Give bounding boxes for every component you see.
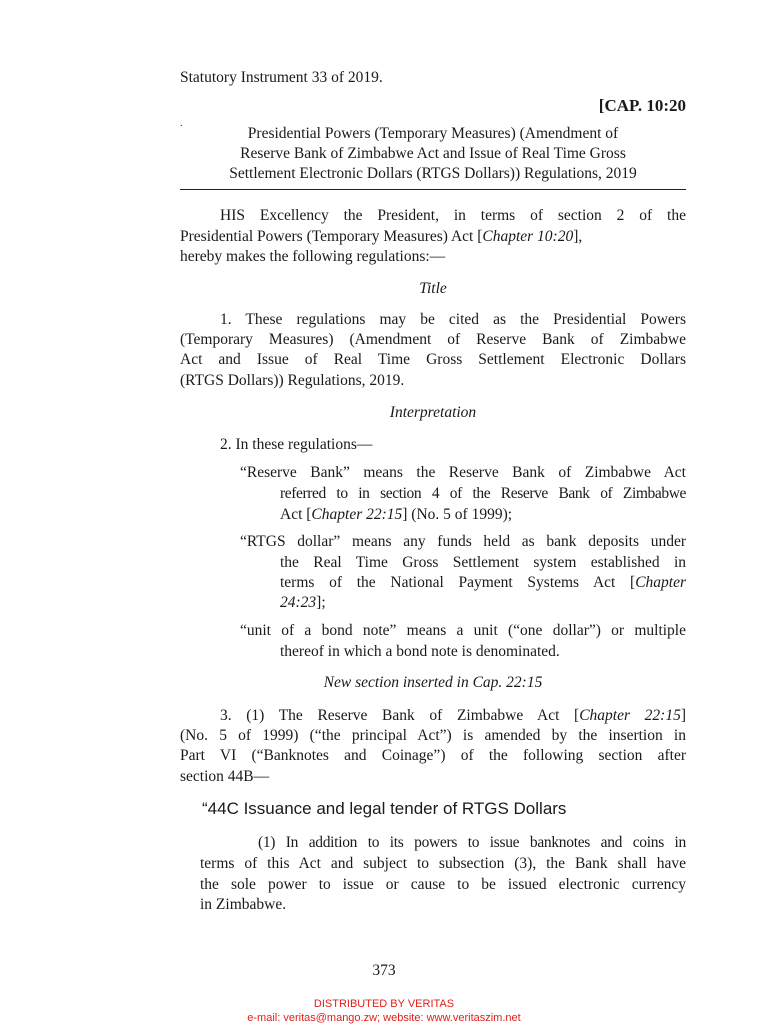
def1-text: Act [ [280,506,312,523]
title-line-1: Presidential Powers (Temporary Measures) (Amendment of [247,125,619,142]
section3-line-2: (No. 5 of 1999) (“the principal Act”) is amended by the insertion in [180,727,686,744]
title-rule [180,189,686,190]
footer-distributed: DISTRIBUTED BY VERITAS [313,998,455,1010]
def2-line-2: the Real Time Gross Settlement system established in [280,554,686,571]
preamble-chapter: Chapter 10:20 [482,228,574,245]
def1-close: ] (No. 5 of 1999); [402,506,513,523]
footer-contact: e-mail: veritas@mango.zw; website: www.veritaszim.net [247,1012,521,1024]
instrument-number: Statutory Instrument 33 of 2019. [180,69,383,86]
section44c-line-4: in Zimbabwe. [200,896,287,913]
def2-chapter-number: 24:23 [280,594,317,611]
section1-line-4: (RTGS Dollars)) Regulations, 2019. [180,372,405,389]
chapter-reference: [CAP. 10:20 [598,96,686,115]
heading-new-section: New section inserted in Cap. 22:15 [323,674,543,691]
def1-chapter: Chapter 22:15 [311,506,403,523]
def2-chapter: Chapter [635,574,686,591]
page-number: 373 [372,962,396,979]
heading-title: Title [419,280,447,297]
def2-line-3 [280,573,686,593]
section44c-line-2: terms of this Act and subject to subsection (3), the Bank shall have [200,855,686,872]
heading-interpretation: Interpretation [389,404,477,421]
preamble-text: Presidential Powers (Temporary Measures) Act [ [180,228,483,245]
section3-line-4: section 44B— [180,768,270,785]
section3-text: 3. (1) The Reserve Bank of Zimbabwe Act [ [220,707,580,724]
section2-intro: 2. In these regulations— [220,436,373,453]
def1-line-3 [280,505,512,525]
preamble-line-2 [180,227,686,247]
section1-line-1: 1. These regulations may be cited as the Presidential Powers [220,311,686,328]
section3-line-1 [220,706,686,726]
title-line-3: Settlement Electronic Dollars (RTGS Dollars)) Regulations, 2019 [229,165,637,182]
preamble-close: ], [573,228,583,245]
section44c-heading: “44C Issuance and legal tender of RTGS Dollars [202,799,567,818]
section3-line-3: Part VI (“Banknotes and Coinage”) of the following section after [180,747,686,764]
section1-line-2: (Temporary Measures) (Amendment of Reserve Bank of Zimbabwe [180,331,686,348]
def3-line-2: thereof in which a bond note is denominated. [280,643,560,660]
def2-line-1: “RTGS dollar” means any funds held as bank deposits under [240,533,686,550]
title-line-2: Reserve Bank of Zimbabwe Act and Issue of Real Time Gross [240,145,626,162]
def2-text: terms of the National Payment Systems Act [ [280,574,636,591]
section1-line-3: Act and Issue of Real Time Gross Settlement Electronic Dollars [180,351,686,368]
section44c-line-3: the sole power to issue or cause to be issued electronic currency [200,876,686,893]
def2-line-4 [280,593,326,613]
def1-line-2: referred to in section 4 of the Reserve Bank of Zimbabwe [280,485,686,502]
preamble-line-1: HIS Excellency the President, in terms of section 2 of the [220,207,686,224]
section3-chapter: Chapter 22:15 [579,707,681,724]
stray-dot: . [180,118,183,129]
section3-close: ] [680,707,686,724]
def1-line-1: “Reserve Bank” means the Reserve Bank of Zimbabwe Act [240,464,686,481]
regulation-title [180,124,686,184]
def3-line-1: “unit of a bond note” means a unit (“one dollar”) or multiple [240,622,686,639]
def2-close: ]; [316,594,326,611]
preamble-line-3: hereby makes the following regulations:— [180,248,446,265]
section44c-line-1: (1) In addition to its powers to issue banknotes and coins in [258,834,686,851]
